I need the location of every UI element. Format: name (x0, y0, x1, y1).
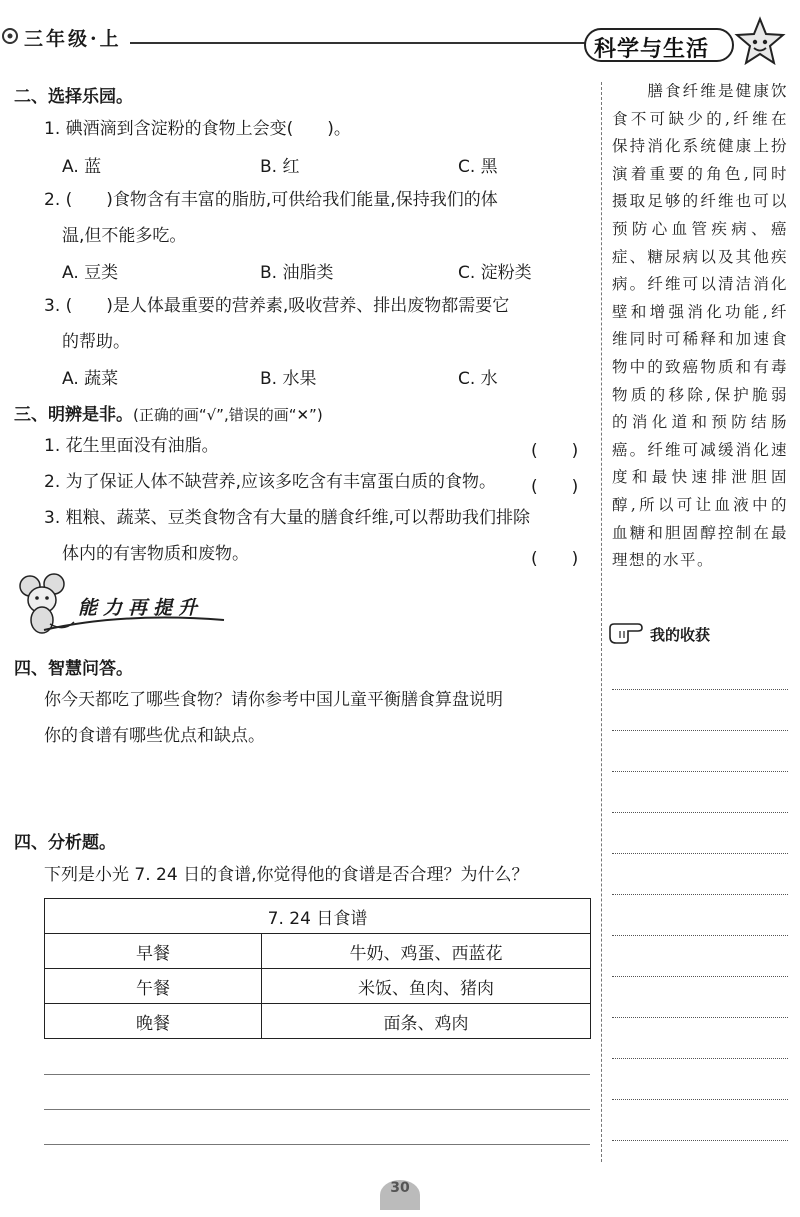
section4b-title: 四、分析题。 (14, 833, 116, 853)
section2-title: 二、选择乐园。 (14, 87, 133, 107)
note-line[interactable] (612, 730, 788, 731)
pointing-hand-icon (608, 620, 650, 646)
note-line[interactable] (612, 1140, 788, 1141)
judge-item-1: 1. 花生里面没有油脂。 (44, 436, 219, 456)
table-row (45, 934, 591, 969)
brand-banner (584, 16, 794, 70)
q2-option-b: B. 油脂类 (260, 263, 334, 283)
table-row (45, 969, 591, 1004)
note-line[interactable] (612, 853, 788, 854)
menu-caption: 7. 24 日食谱 (45, 899, 591, 934)
answer-line[interactable] (44, 1109, 590, 1110)
table-row (45, 1004, 591, 1039)
note-line[interactable] (612, 894, 788, 895)
meal-food: 牛奶、鸡蛋、西蓝花 (262, 934, 591, 969)
answer-line[interactable] (44, 1144, 590, 1145)
meal-food: 米饭、鱼肉、猪肉 (262, 969, 591, 1004)
harvest-heading (608, 620, 650, 650)
brand-title: 科学与生活 (594, 37, 710, 62)
judge-item-2: 2. 为了保证人体不缺营养,应该多吃含有丰富蛋白质的食物。 (44, 472, 497, 492)
question-3-line1: 3. ( )是人体最重要的营养素,吸收营养、排出废物都需要它 (44, 296, 510, 316)
q3-option-a: A. 蔬菜 (62, 369, 119, 389)
menu-table (44, 898, 591, 1039)
page-number: 30 (380, 1180, 420, 1210)
meal-name: 早餐 (45, 934, 262, 969)
question-1: 1. 碘酒滴到含淀粉的食物上会变( )。 (44, 119, 351, 139)
note-line[interactable] (612, 812, 788, 813)
q1-option-b: B. 红 (260, 157, 300, 177)
note-line[interactable] (612, 689, 788, 690)
q3-option-b: B. 水果 (260, 369, 317, 389)
ornament-icon (0, 26, 20, 46)
star-mascot-icon (732, 16, 788, 70)
judge-answer-1[interactable]: ( ) (531, 441, 579, 461)
q2-option-a: A. 豆类 (62, 263, 119, 283)
question-3-line2: 的帮助。 (62, 332, 130, 352)
sidebar-divider (601, 82, 602, 1162)
grade-label: 三年级·上 (24, 28, 122, 50)
section4a-line2: 你的食谱有哪些优点和缺点。 (44, 726, 265, 746)
note-line[interactable] (612, 976, 788, 977)
meal-name: 午餐 (45, 969, 262, 1004)
note-line[interactable] (612, 771, 788, 772)
meal-food: 面条、鸡肉 (262, 1004, 591, 1039)
q1-option-c: C. 黑 (458, 157, 498, 177)
section3-title: 三、明辨是非。 (14, 405, 133, 425)
judge-answer-2[interactable]: ( ) (531, 477, 579, 497)
header-ornament (0, 26, 20, 50)
ability-title: 能力再提升 (78, 597, 204, 619)
section3-heading (14, 400, 323, 425)
section4a-title: 四、智慧问答。 (14, 659, 133, 679)
note-line[interactable] (612, 1017, 788, 1018)
note-line[interactable] (612, 935, 788, 936)
section4a-line1: 你今天都吃了哪些食物？请你参考中国儿童平衡膳食算盘说明 (44, 690, 503, 710)
harvest-title: 我的收获 (650, 626, 711, 644)
sidebar-note: 膳食纤维是健康饮食不可缺少的,纤维在保持消化系统健康上扮演着重要的角色,同时摄取足够的纤维也可以预防心血管疾病、癌症、糖尿病以及其他疾病。纤维可以清洁消化壁和增强消化功能,纤维同时可稀释和加速食物中的致癌物质和有毒物质的移除,保护脆弱的消化道和预防结肠癌。纤维可减缓消化速度和最快速排泄胆固醇,所以可让血液中的血糖和胆固醇控制在最理想的水平。 (612, 82, 788, 570)
q1-option-a: A. 蓝 (62, 157, 102, 177)
question-2-line2: 温,但不能多吃。 (62, 226, 187, 246)
question-2-line1: 2. ( )食物含有丰富的脂肪,可供给我们能量,保持我们的体 (44, 190, 498, 210)
answer-line[interactable] (44, 1074, 590, 1075)
meal-name: 晚餐 (45, 1004, 262, 1039)
q2-option-c: C. 淀粉类 (458, 263, 532, 283)
judge-item-3-line1: 3. 粗粮、蔬菜、豆类食物含有大量的膳食纤维,可以帮助我们排除 (44, 508, 531, 528)
header-rule (130, 42, 600, 44)
judge-answer-3[interactable]: ( ) (531, 549, 579, 569)
note-line[interactable] (612, 1099, 788, 1100)
note-line[interactable] (612, 1058, 788, 1059)
q3-option-c: C. 水 (458, 369, 498, 389)
judge-item-3-line2: 体内的有害物质和废物。 (62, 544, 249, 564)
section3-note: (正确的画“√”,错误的画“✕”) (133, 406, 323, 424)
menu-caption-row (45, 899, 591, 934)
section4b-line: 下列是小光 7. 24 日的食谱,你觉得他的食谱是否合理？为什么？ (44, 865, 529, 885)
